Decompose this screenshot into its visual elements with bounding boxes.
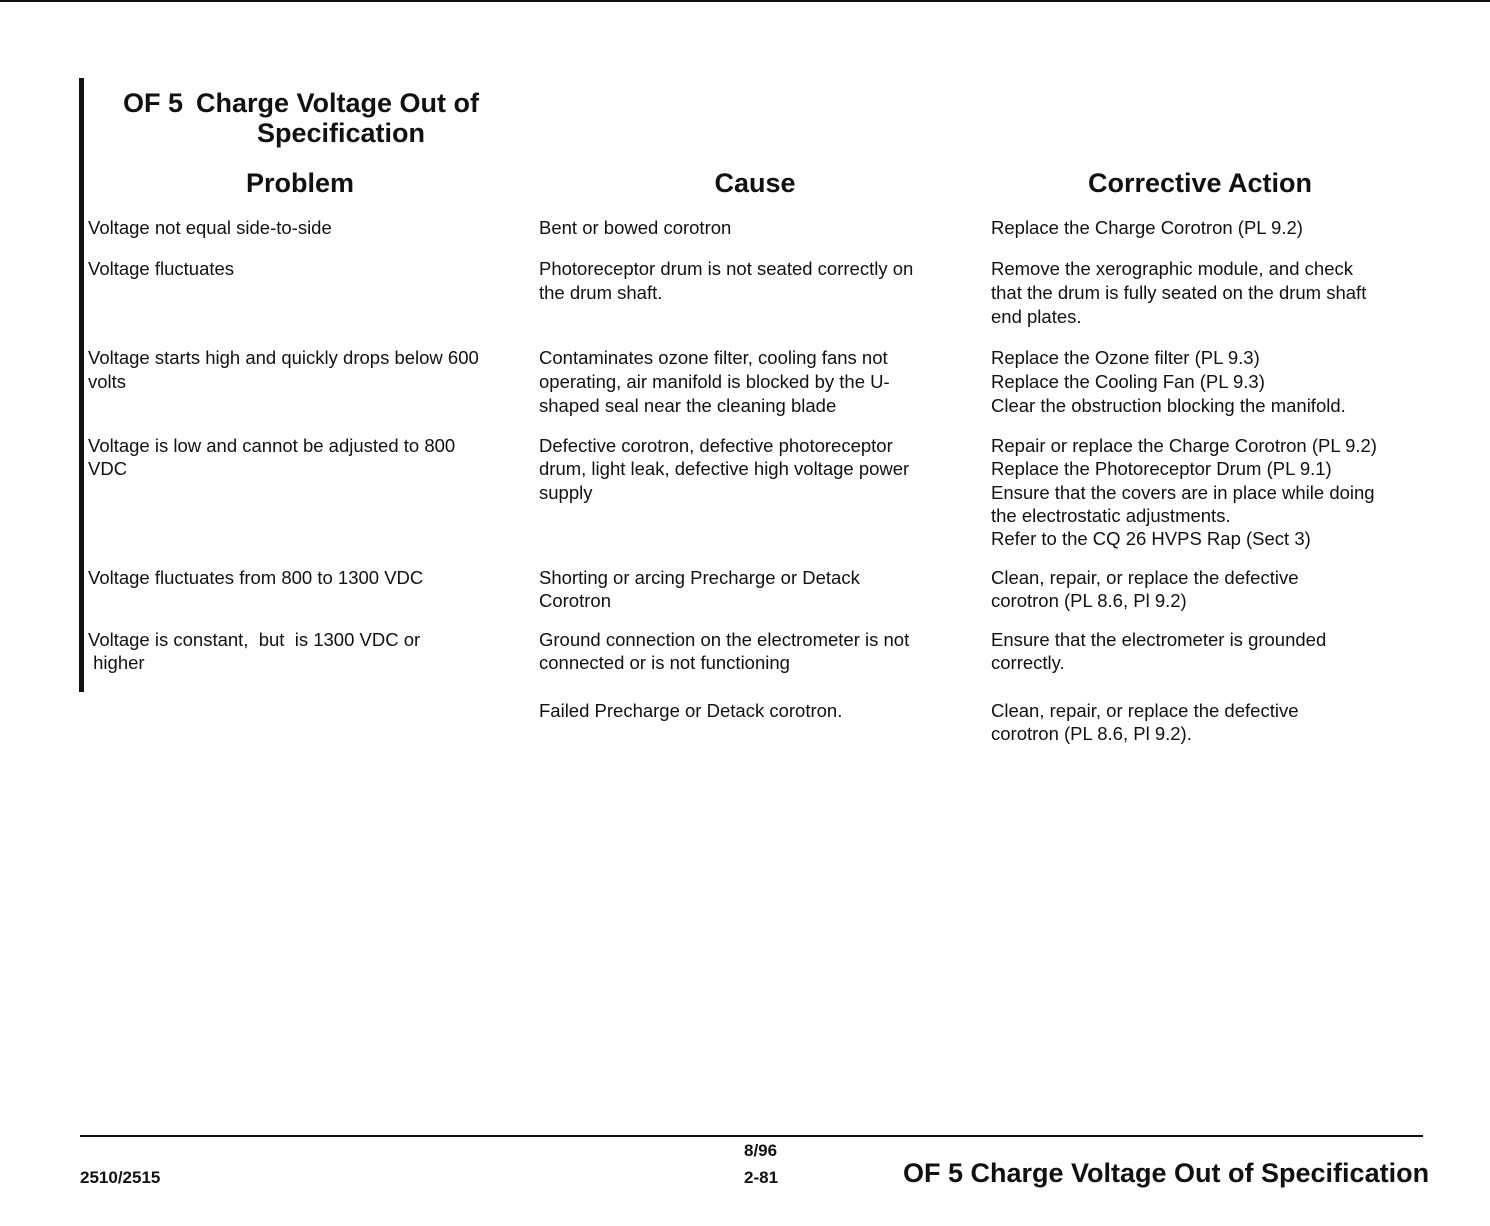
footer-page-number: 2-81 xyxy=(744,1168,779,1187)
action-line: Replace the Photoreceptor Drum (PL 9.1) xyxy=(991,458,1332,480)
cause-cell xyxy=(539,566,964,612)
cause-cell xyxy=(539,699,964,722)
action-line: Replace the Charge Corotron (PL 9.2) xyxy=(991,217,1303,238)
cause-line: Bent or bowed corotron xyxy=(539,217,732,238)
cause-cell xyxy=(539,434,964,504)
action-line: Remove the xerographic module, and check xyxy=(991,258,1353,279)
cause-cell xyxy=(539,216,964,240)
title-line-2: Specification xyxy=(257,118,426,148)
cause-line: operating, air manifold is blocked by the U- xyxy=(539,371,890,392)
footer-date: 8/96 xyxy=(744,1141,778,1160)
cause-line: Ground connection on the electrometer is not xyxy=(539,629,910,650)
action-cell xyxy=(991,699,1421,745)
problem-line: Voltage is low and cannot be adjusted to 800 xyxy=(88,435,456,456)
action-line: end plates. xyxy=(991,306,1082,327)
header-corrective-action: Corrective Action xyxy=(1087,168,1313,198)
problem-cell xyxy=(88,566,528,589)
title-line-1: Charge Voltage Out of xyxy=(196,88,480,118)
cause-line: Contaminates ozone filter, cooling fans not xyxy=(539,347,888,368)
action-cell xyxy=(991,566,1421,612)
cause-line: supply xyxy=(539,481,593,503)
cause-line: Photoreceptor drum is not seated correctly on xyxy=(539,258,914,279)
problem-line: Voltage not equal side-to-side xyxy=(88,217,332,238)
cause-cell xyxy=(539,628,964,674)
problem-line: Voltage is constant, but is 1300 VDC or xyxy=(88,629,421,650)
cause-line: Defective corotron, defective photoreceptor xyxy=(539,435,893,456)
action-line: that the drum is fully seated on the drum shaft xyxy=(991,282,1367,303)
top-border-rule xyxy=(0,0,1490,2)
problem-cell xyxy=(88,216,528,240)
problem-line: Voltage starts high and quickly drops below 600 xyxy=(88,347,479,368)
action-cell xyxy=(991,216,1421,240)
cause-line: drum, light leak, defective high voltage power xyxy=(539,458,910,480)
action-line: Refer to the CQ 26 HVPS Rap (Sect 3) xyxy=(991,528,1311,550)
header-problem: Problem xyxy=(245,168,355,198)
footer-section-title: OF 5 Charge Voltage Out of Specification xyxy=(903,1158,1430,1188)
problem-line: volts xyxy=(88,371,127,392)
action-line: Clear the obstruction blocking the manifold. xyxy=(991,395,1346,416)
action-line: Clean, repair, or replace the defective xyxy=(991,700,1299,721)
cause-line: Corotron xyxy=(539,590,611,611)
action-line: correctly. xyxy=(991,652,1065,673)
title-number: OF 5 xyxy=(123,88,184,118)
cause-cell xyxy=(539,346,964,418)
cause-cell xyxy=(539,257,964,305)
action-line: Repair or replace the Charge Corotron (PL 9.2) xyxy=(991,435,1377,456)
cause-line: Failed Precharge or Detack corotron. xyxy=(539,700,843,721)
problem-line: Voltage fluctuates from 800 to 1300 VDC xyxy=(88,567,424,588)
action-cell xyxy=(991,257,1421,329)
action-cell xyxy=(991,434,1421,550)
header-cause: Cause xyxy=(714,168,796,198)
problem-cell xyxy=(88,346,528,394)
action-line: Clean, repair, or replace the defective xyxy=(991,567,1299,588)
cause-line: shaped seal near the cleaning blade xyxy=(539,395,837,416)
problem-cell xyxy=(88,628,528,674)
action-line: corotron (PL 8.6, Pl 9.2). xyxy=(991,723,1192,744)
change-bar xyxy=(79,78,84,692)
page-title xyxy=(123,88,479,148)
problem-line: Voltage fluctuates xyxy=(88,258,235,279)
action-line: Ensure that the electrometer is grounded xyxy=(991,629,1327,650)
action-cell xyxy=(991,346,1421,418)
cause-line: connected or is not functioning xyxy=(539,652,790,673)
footer-rule xyxy=(80,1135,1423,1137)
problem-line: higher xyxy=(88,652,145,673)
problem-cell xyxy=(88,434,528,481)
action-line: Replace the Cooling Fan (PL 9.3) xyxy=(991,371,1265,392)
cause-line: Shorting or arcing Precharge or Detack xyxy=(539,567,860,588)
action-line: Ensure that the covers are in place while doing xyxy=(991,481,1375,503)
problem-line: VDC xyxy=(88,458,128,480)
action-line: corotron (PL 8.6, Pl 9.2) xyxy=(991,590,1187,611)
action-cell xyxy=(991,628,1421,674)
footer-model: 2510/2515 xyxy=(80,1168,161,1187)
problem-cell xyxy=(88,257,528,281)
cause-line: the drum shaft. xyxy=(539,282,663,303)
action-line: the electrostatic adjustments. xyxy=(991,504,1231,526)
action-line: Replace the Ozone filter (PL 9.3) xyxy=(991,347,1260,368)
